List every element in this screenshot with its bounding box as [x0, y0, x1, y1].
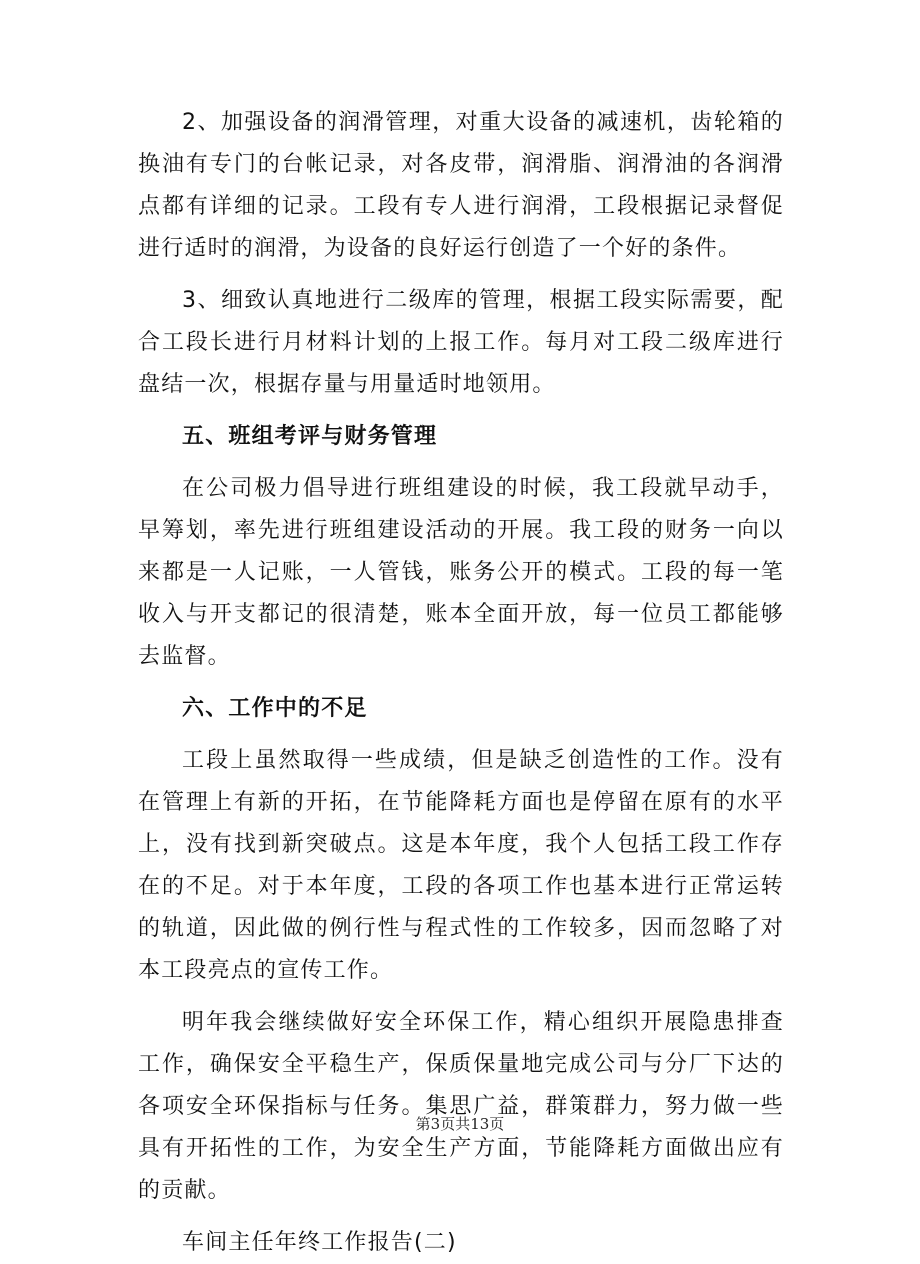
page-number-footer: 第3页共13页 [415, 1115, 505, 1133]
paragraph-shortcomings: 工段上虽然取得一些成绩，但是缺乏创造性的工作。没有在管理上有新的开拓，在节能降耗方面也是停留在原有的水平上，没有找到新突破点。这是本年度，我个人包括工段工作存在的不足。对于本年度，工段的各项工作也基本进行正常运转的轨道，因此做的例行性与程式性的工作较多，因而忽略了对本工段亮点的宣传工作。 [138, 748, 784, 983]
document-body [138, 102, 784, 1264]
paragraph-warehouse: 3、细致认真地进行二级库的管理，根据工段实际需要，配合工段长进行月材料计划的上报工作。每月对工段二级库进行盘结一次，根据存量与用量适时地领用。 [138, 288, 784, 397]
paragraph-team-finance: 在公司极力倡导进行班组建设的时候，我工段就早动手，早筹划，率先进行班组建设活动的开展。我工段的财务一向以来都是一人记账，一人管钱，账务公开的模式。工段的每一笔收入与开支都记的很清楚，账本全面开放，每一位员工都能够去监督。 [138, 476, 784, 669]
paragraph-lubrication: 2、加强设备的润滑管理，对重大设备的减速机，齿轮箱的换油有专门的台帐记录，对各皮带，润滑脂、润滑油的各润滑点都有详细的记录。工段有专人进行润滑，工段根据记录督促进行适时的润滑，为设备的良好运行创造了一个好的条件。 [138, 110, 784, 261]
next-report-title: 车间主任年终工作报告(二) [182, 1230, 457, 1255]
paragraph-next-year-plan: 明年我会继续做好安全环保工作，精心组织开展隐患排查工作，确保安全平稳生产，保质保量地完成公司与分厂下达的各项安全环保指标与任务。集思广益，群策群力，努力做一些具有开拓性的工作，为安全生产方面，节能降耗方面做出应有的贡献。 [138, 1010, 784, 1203]
section-heading-shortcomings: 六、工作中的不足 [182, 696, 368, 721]
section-heading-team-finance: 五、班组考评与财务管理 [182, 424, 438, 449]
